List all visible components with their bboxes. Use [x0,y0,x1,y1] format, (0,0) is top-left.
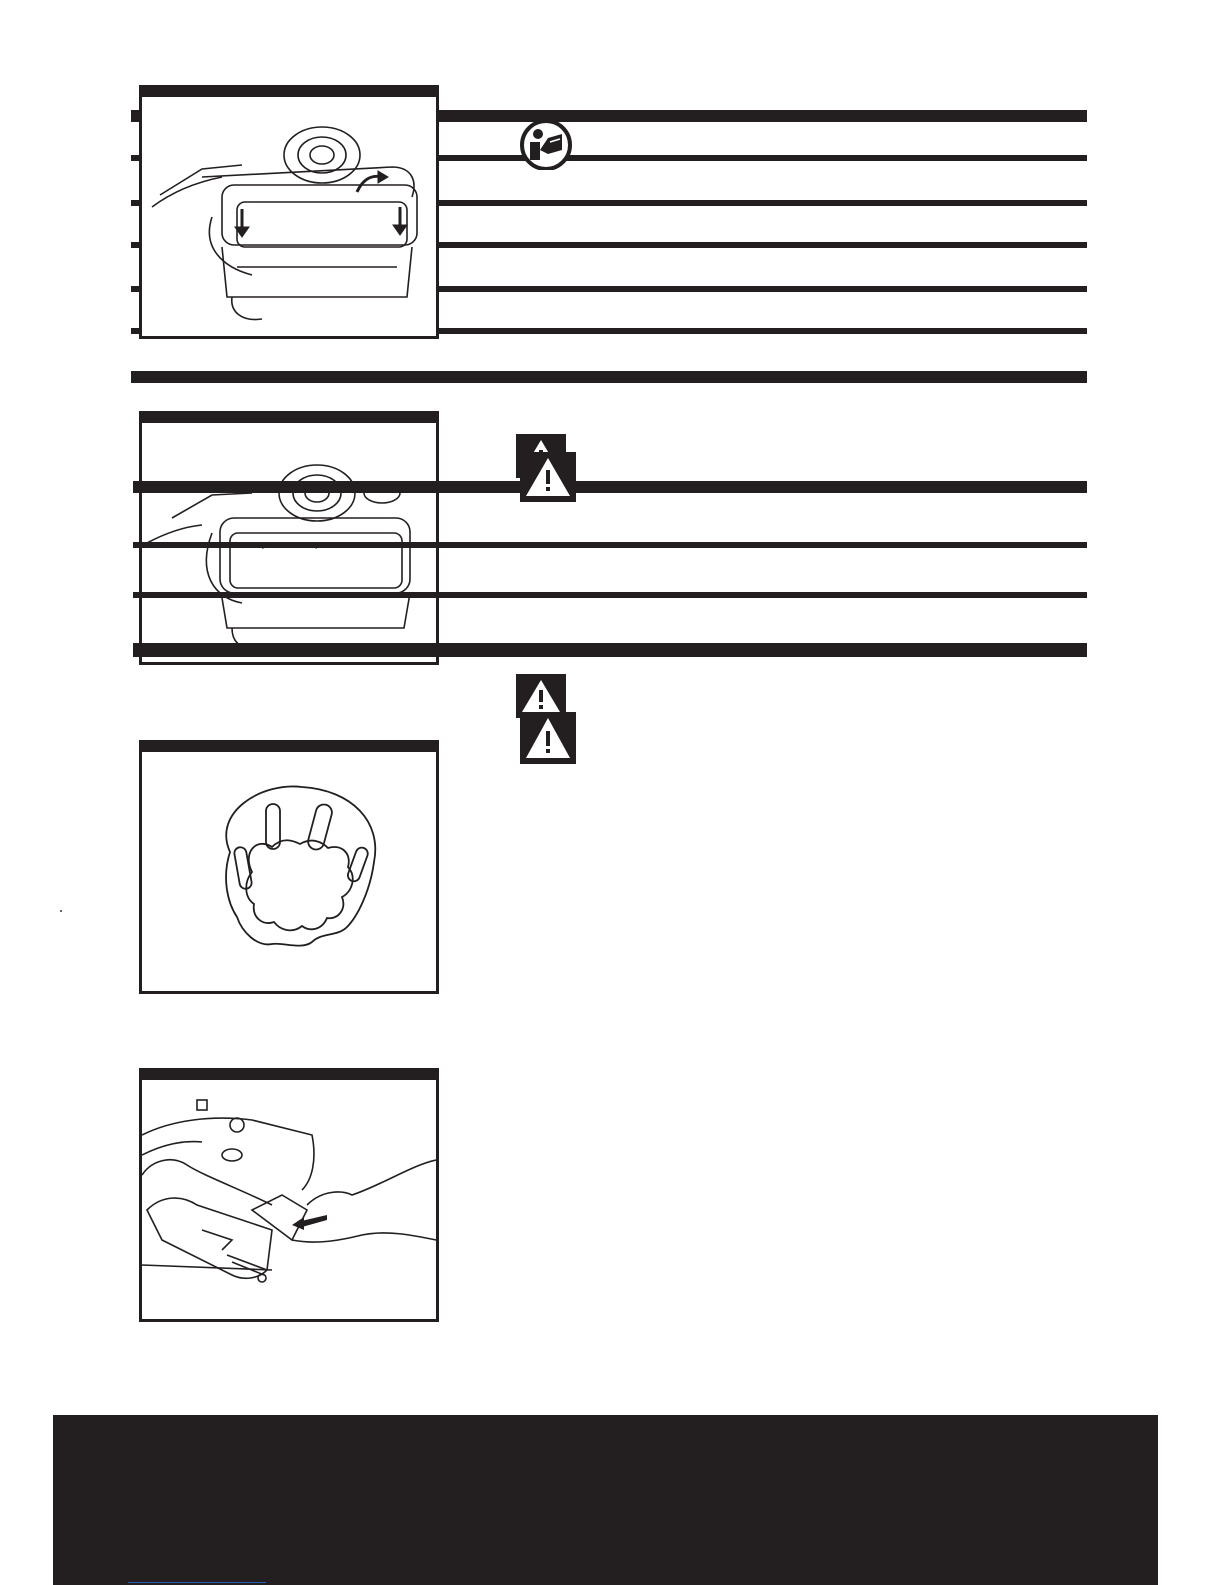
warning-triangle-icon [520,712,576,764]
rule-8 [133,542,1087,548]
section-divider [131,371,1087,383]
rule-7 [133,481,1087,493]
footer-link-underline [128,1582,266,1583]
stray-mark [60,910,62,912]
rule-9 [133,592,1087,598]
footer-bar [53,1415,1158,1585]
sander-dustbox-illustration [142,97,436,336]
dust-adaptor-illustration [142,752,436,991]
figure-1 [139,85,439,339]
rule-10 [133,643,1087,657]
figure-3 [139,740,439,994]
read-manual-icon [516,120,578,170]
warning-triangle-icon [520,452,576,502]
figure-2 [139,411,439,665]
hose-fitting-illustration [142,1080,436,1319]
figure-4 [139,1068,439,1322]
